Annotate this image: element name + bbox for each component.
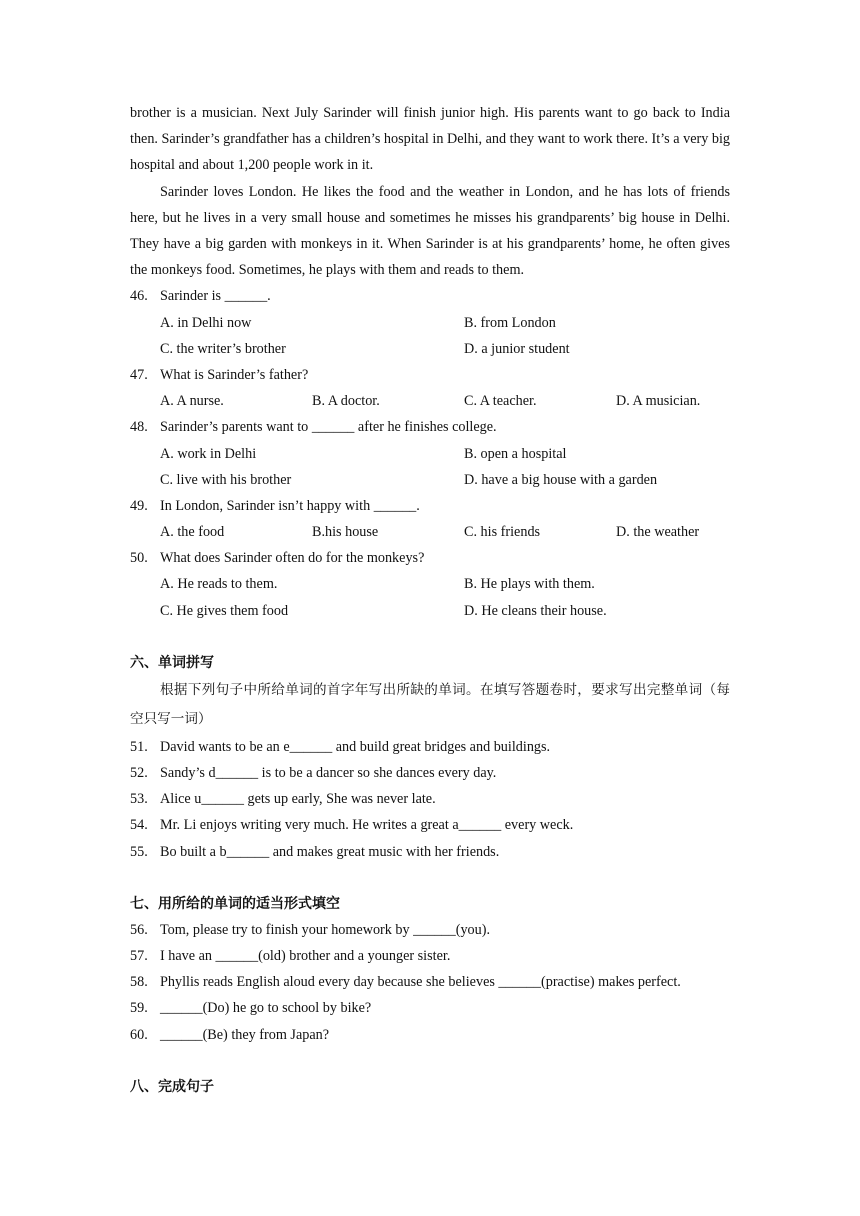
question-stem: Mr. Li enjoys writing very much. He writes a great a______ every weck.	[160, 817, 574, 834]
question-number: 49.	[130, 497, 148, 514]
option-a[interactable]: A. He reads to them.	[160, 576, 278, 593]
question-57	[130, 943, 730, 969]
question-49-options	[130, 519, 730, 545]
question-number: 52.	[130, 765, 148, 782]
question-48	[130, 414, 730, 440]
question-number: 47.	[130, 366, 148, 383]
option-b[interactable]: B.his house	[312, 524, 379, 541]
passage-paragraph-2: Sarinder loves London. He likes the food and the weather in London, and he has lots of friends here, but he lives in a very small house and sometimes he misses his grandparents’ big house in Delhi. They have a big garden with monkeys in it. When Sarinder is at his grandparents’ home, he often gives the monkeys food. Sometimes, he plays with them and reads to them.	[130, 183, 730, 279]
option-c[interactable]: C. the writer’s brother	[160, 340, 286, 357]
question-number: 50.	[130, 550, 148, 567]
question-number: 59.	[130, 1000, 148, 1017]
question-stem: I have an ______(old) brother and a younger sister.	[160, 947, 451, 964]
question-56	[130, 917, 730, 943]
section-8-title: 八、完成句子	[130, 1078, 214, 1095]
question-48-options-row-2	[130, 467, 730, 493]
section-7-title: 七、用所给的单词的适当形式填空	[130, 895, 340, 912]
option-d[interactable]: D. A musician.	[616, 393, 701, 410]
question-stem: ______(Do) he go to school by bike?	[160, 1000, 372, 1017]
question-55	[130, 839, 730, 865]
section-6-title: 六、单词拼写	[130, 654, 214, 671]
option-d[interactable]: D. He cleans their house.	[464, 602, 607, 619]
question-stem: What is Sarinder’s father?	[160, 366, 309, 383]
option-b[interactable]: B. from London	[464, 314, 556, 331]
question-46	[130, 283, 730, 309]
question-stem: Phyllis reads English aloud every day because she believes ______(practise) makes perfect.	[160, 974, 681, 991]
option-a[interactable]: A. work in Delhi	[160, 445, 257, 462]
option-b[interactable]: B. A doctor.	[312, 393, 380, 410]
question-48-options-row-1	[130, 441, 730, 467]
question-number: 53.	[130, 791, 148, 808]
passage-paragraph-1: brother is a musician. Next July Sarinder will finish junior high. His parents want to go back to India then. Sarinder’s grandfather has a children’s hospital in Delhi, and they want to work there. It’s a very big hospital and about 1,200 people work in it.	[130, 105, 730, 174]
question-number: 51.	[130, 738, 148, 755]
section-spacer	[130, 1048, 730, 1074]
question-stem: Bo built a b______ and makes great music with her friends.	[160, 843, 500, 860]
option-a[interactable]: A. in Delhi now	[160, 314, 252, 331]
question-54	[130, 812, 730, 838]
question-47	[130, 362, 730, 388]
worksheet-content	[130, 100, 730, 1100]
option-c[interactable]: C. A teacher.	[464, 393, 537, 410]
question-51	[130, 734, 730, 760]
option-b[interactable]: B. open a hospital	[464, 445, 567, 462]
section-spacer	[130, 865, 730, 891]
question-number: 60.	[130, 1026, 148, 1043]
question-stem: ______(Be) they from Japan?	[160, 1026, 330, 1043]
option-a[interactable]: A. the food	[160, 524, 225, 541]
option-d[interactable]: D. the weather	[616, 524, 700, 541]
question-number: 58.	[130, 974, 148, 991]
option-d[interactable]: D. a junior student	[464, 340, 570, 357]
question-46-options-row-2	[130, 336, 730, 362]
question-stem: In London, Sarinder isn’t happy with ______.	[160, 497, 420, 514]
option-c[interactable]: C. his friends	[464, 524, 541, 541]
question-47-options	[130, 388, 730, 414]
question-59	[130, 995, 730, 1021]
question-46-options-row-1	[130, 310, 730, 336]
question-number: 55.	[130, 843, 148, 860]
question-number: 57.	[130, 947, 148, 964]
option-c[interactable]: C. He gives them food	[160, 602, 289, 619]
question-stem: Sandy’s d______ is to be a dancer so she dances every day.	[160, 765, 497, 782]
question-52	[130, 760, 730, 786]
question-50-options-row-2	[130, 598, 730, 624]
option-a[interactable]: A. A nurse.	[160, 393, 224, 410]
question-50	[130, 545, 730, 571]
question-49	[130, 493, 730, 519]
question-50-options-row-1	[130, 571, 730, 597]
question-stem: David wants to be an e______ and build great bridges and buildings.	[160, 738, 551, 755]
section-6-instruction: 根据下列句子中所给单词的首字年写出所缺的单词。在填写答题卷时，要求写出完整单词（每空只写一词）	[130, 681, 730, 727]
option-d[interactable]: D. have a big house with a garden	[464, 471, 658, 488]
question-53	[130, 786, 730, 812]
question-number: 56.	[130, 921, 148, 938]
question-stem: Sarinder is ______.	[160, 288, 271, 305]
question-stem: Tom, please try to finish your homework by ______(you).	[160, 921, 490, 938]
question-60	[130, 1022, 730, 1048]
question-stem: What does Sarinder often do for the monkeys?	[160, 550, 425, 567]
question-stem: Alice u______ gets up early, She was never late.	[160, 791, 436, 808]
question-number: 46.	[130, 288, 148, 305]
question-number: 54.	[130, 817, 148, 834]
question-number: 48.	[130, 419, 148, 436]
question-stem: Sarinder’s parents want to ______ after he finishes college.	[160, 419, 497, 436]
section-spacer	[130, 624, 730, 650]
option-c[interactable]: C. live with his brother	[160, 471, 292, 488]
option-b[interactable]: B. He plays with them.	[464, 576, 595, 593]
question-58	[130, 969, 730, 995]
